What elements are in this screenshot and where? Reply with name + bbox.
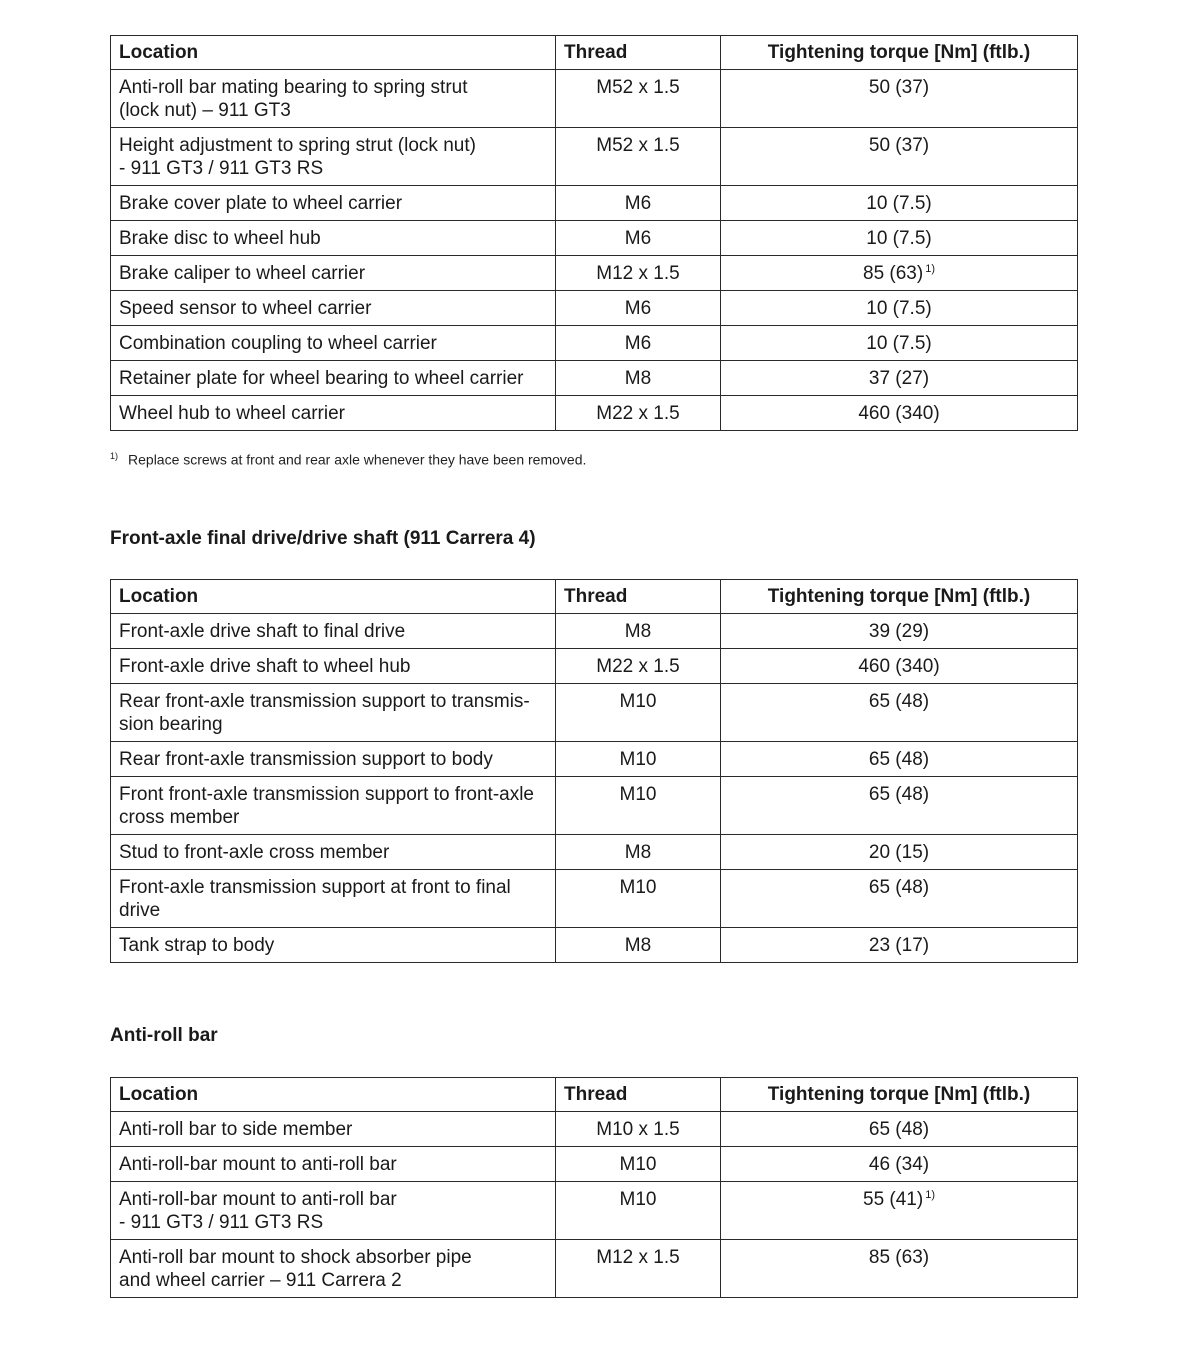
torque-value: 85 (63) xyxy=(868,1247,930,1268)
cell-torque xyxy=(721,742,1078,777)
cell-thread: M8 xyxy=(556,835,721,870)
location-line: Retainer plate for wheel bearing to wheel carrier xyxy=(119,368,524,389)
location-line: - 911 GT3 / 911 GT3 RS xyxy=(119,158,324,179)
table-row xyxy=(111,835,1078,870)
table-row xyxy=(111,256,1078,291)
torque-value: 65 (48) xyxy=(868,749,930,770)
cell-torque xyxy=(721,870,1078,928)
table-row xyxy=(111,128,1078,186)
torque-value: 65 (48) xyxy=(868,691,930,712)
torque-value: 460 (340) xyxy=(858,403,940,424)
cell-thread: M6 xyxy=(556,291,721,326)
table-row xyxy=(111,326,1078,361)
cell-thread: M22 x 1.5 xyxy=(556,649,721,684)
header-location: Location xyxy=(111,580,556,614)
torque-table-anti-roll-bar xyxy=(110,1077,1078,1298)
cell-thread: M10 xyxy=(556,777,721,835)
cell-location xyxy=(111,1112,556,1147)
location-line: Brake disc to wheel hub xyxy=(119,228,321,249)
location-line: Tank strap to body xyxy=(119,935,275,956)
cell-thread: M8 xyxy=(556,614,721,649)
cell-location xyxy=(111,1147,556,1182)
table-row xyxy=(111,1147,1078,1182)
cell-torque xyxy=(721,777,1078,835)
cell-thread: M10 x 1.5 xyxy=(556,1112,721,1147)
torque-value: 85 (63) xyxy=(863,263,924,284)
cell-location xyxy=(111,221,556,256)
header-location: Location xyxy=(111,36,556,70)
table-row xyxy=(111,614,1078,649)
torque-value: 65 (48) xyxy=(868,877,930,898)
table-row xyxy=(111,777,1078,835)
table-row xyxy=(111,649,1078,684)
cell-torque xyxy=(721,70,1078,128)
location-line: Rear front-axle transmission support to body xyxy=(119,749,493,770)
header-thread: Thread xyxy=(556,36,721,70)
torque-value: 46 (34) xyxy=(868,1154,930,1175)
torque-value: 65 (48) xyxy=(868,1119,930,1140)
cell-location xyxy=(111,614,556,649)
section-heading-anti-roll-bar: Anti-roll bar xyxy=(110,1025,218,1046)
torque-value: 10 (7.5) xyxy=(866,298,932,319)
cell-location xyxy=(111,928,556,963)
location-line: Stud to front-axle cross member xyxy=(119,842,390,863)
cell-thread: M10 xyxy=(556,742,721,777)
torque-value: 20 (15) xyxy=(868,842,930,863)
location-line: Front front-axle transmission support to front-axle xyxy=(119,784,535,805)
location-line: Wheel hub to wheel carrier xyxy=(119,403,345,424)
table-row xyxy=(111,928,1078,963)
header-location: Location xyxy=(111,1078,556,1112)
cell-location xyxy=(111,870,556,928)
cell-torque xyxy=(721,396,1078,431)
cell-location xyxy=(111,256,556,291)
table-row xyxy=(111,291,1078,326)
header-thread: Thread xyxy=(556,1078,721,1112)
table-row xyxy=(111,742,1078,777)
cell-torque xyxy=(721,361,1078,396)
cell-torque xyxy=(721,326,1078,361)
cell-location xyxy=(111,291,556,326)
cell-torque xyxy=(721,221,1078,256)
cell-thread: M10 xyxy=(556,684,721,742)
cell-location xyxy=(111,326,556,361)
table-row xyxy=(111,221,1078,256)
table-header-row xyxy=(111,580,1078,614)
location-line: Anti-roll bar mount to shock absorber pipe xyxy=(119,1247,472,1268)
cell-torque xyxy=(721,649,1078,684)
cell-location xyxy=(111,361,556,396)
location-line: - 911 GT3 / 911 GT3 RS xyxy=(119,1212,324,1233)
cell-thread: M12 x 1.5 xyxy=(556,1240,721,1298)
cell-torque xyxy=(721,1112,1078,1147)
cell-thread: M6 xyxy=(556,326,721,361)
cell-thread: M10 xyxy=(556,1182,721,1240)
cell-location xyxy=(111,835,556,870)
torque-value: 37 (27) xyxy=(868,368,930,389)
table-row xyxy=(111,361,1078,396)
torque-table-wheel-carrier xyxy=(110,35,1078,431)
header-torque: Tightening torque [Nm] (ftlb.) xyxy=(721,1078,1078,1112)
location-line: cross member xyxy=(119,807,240,828)
location-line: drive xyxy=(119,900,161,921)
location-line: Brake caliper to wheel carrier xyxy=(119,263,366,284)
table-header-row xyxy=(111,1078,1078,1112)
header-torque: Tightening torque [Nm] (ftlb.) xyxy=(721,580,1078,614)
cell-thread: M6 xyxy=(556,186,721,221)
location-line: Height adjustment to spring strut (lock nut) xyxy=(119,135,476,156)
cell-torque xyxy=(721,928,1078,963)
cell-thread: M52 x 1.5 xyxy=(556,70,721,128)
location-line: Rear front-axle transmission support to transmis- xyxy=(119,691,530,712)
table-row xyxy=(111,186,1078,221)
cell-torque xyxy=(721,291,1078,326)
table-row xyxy=(111,870,1078,928)
location-line: and wheel carrier – 911 Carrera 2 xyxy=(119,1270,402,1291)
cell-thread: M8 xyxy=(556,928,721,963)
location-line: Anti-roll bar to side member xyxy=(119,1119,353,1140)
torque-value: 50 (37) xyxy=(868,135,930,156)
torque-value: 10 (7.5) xyxy=(866,228,932,249)
torque-value: 10 (7.5) xyxy=(866,193,932,214)
table-row xyxy=(111,70,1078,128)
cell-torque xyxy=(721,1147,1078,1182)
footnote-reference: 1) xyxy=(925,1188,935,1201)
cell-location xyxy=(111,649,556,684)
cell-thread: M52 x 1.5 xyxy=(556,128,721,186)
cell-location xyxy=(111,186,556,221)
cell-location xyxy=(111,777,556,835)
table-header-row xyxy=(111,36,1078,70)
cell-location xyxy=(111,128,556,186)
footnote xyxy=(110,451,586,468)
cell-thread: M22 x 1.5 xyxy=(556,396,721,431)
footnote-mark: 1) xyxy=(110,451,119,461)
header-thread: Thread xyxy=(556,580,721,614)
cell-location xyxy=(111,70,556,128)
location-line: Anti-roll bar mating bearing to spring strut xyxy=(119,77,468,98)
location-line: Front-axle drive shaft to wheel hub xyxy=(119,656,411,677)
torque-value: 23 (17) xyxy=(868,935,930,956)
torque-value: 65 (48) xyxy=(868,784,930,805)
cell-torque xyxy=(721,186,1078,221)
cell-torque xyxy=(721,684,1078,742)
location-line: Speed sensor to wheel carrier xyxy=(119,298,372,319)
table-row xyxy=(111,396,1078,431)
table-row xyxy=(111,1112,1078,1147)
location-line: Anti-roll-bar mount to anti-roll bar xyxy=(119,1189,397,1210)
torque-value: 460 (340) xyxy=(858,656,940,677)
torque-value: 39 (29) xyxy=(868,621,930,642)
location-line: Front-axle drive shaft to final drive xyxy=(119,621,406,642)
table-row xyxy=(111,1182,1078,1240)
cell-torque xyxy=(721,1240,1078,1298)
table-row xyxy=(111,1240,1078,1298)
location-line: Anti-roll-bar mount to anti-roll bar xyxy=(119,1154,397,1175)
cell-location xyxy=(111,684,556,742)
location-line: Combination coupling to wheel carrier xyxy=(119,333,437,354)
torque-value: 55 (41) xyxy=(863,1189,924,1210)
cell-thread: M10 xyxy=(556,1147,721,1182)
cell-thread: M6 xyxy=(556,221,721,256)
cell-location xyxy=(111,1240,556,1298)
cell-torque xyxy=(721,835,1078,870)
footnote-reference: 1) xyxy=(925,262,935,275)
section-heading-front-axle: Front-axle final drive/drive shaft (911 Carrera 4) xyxy=(110,528,536,549)
torque-value: 50 (37) xyxy=(868,77,930,98)
table-row xyxy=(111,684,1078,742)
cell-thread: M10 xyxy=(556,870,721,928)
cell-location xyxy=(111,396,556,431)
torque-value: 10 (7.5) xyxy=(866,333,932,354)
cell-torque xyxy=(721,128,1078,186)
header-torque: Tightening torque [Nm] (ftlb.) xyxy=(721,36,1078,70)
cell-location xyxy=(111,742,556,777)
location-line: Brake cover plate to wheel carrier xyxy=(119,193,403,214)
cell-location xyxy=(111,1182,556,1240)
location-line: sion bearing xyxy=(119,714,223,735)
cell-thread: M8 xyxy=(556,361,721,396)
cell-torque xyxy=(721,1182,1078,1240)
footnote-text: Replace screws at front and rear axle whenever they have been removed. xyxy=(128,451,587,468)
location-line: (lock nut) – 911 GT3 xyxy=(119,100,291,121)
cell-torque xyxy=(721,256,1078,291)
cell-torque xyxy=(721,614,1078,649)
torque-table-front-axle-drive xyxy=(110,579,1078,963)
location-line: Front-axle transmission support at front to final xyxy=(119,877,511,898)
cell-thread: M12 x 1.5 xyxy=(556,256,721,291)
